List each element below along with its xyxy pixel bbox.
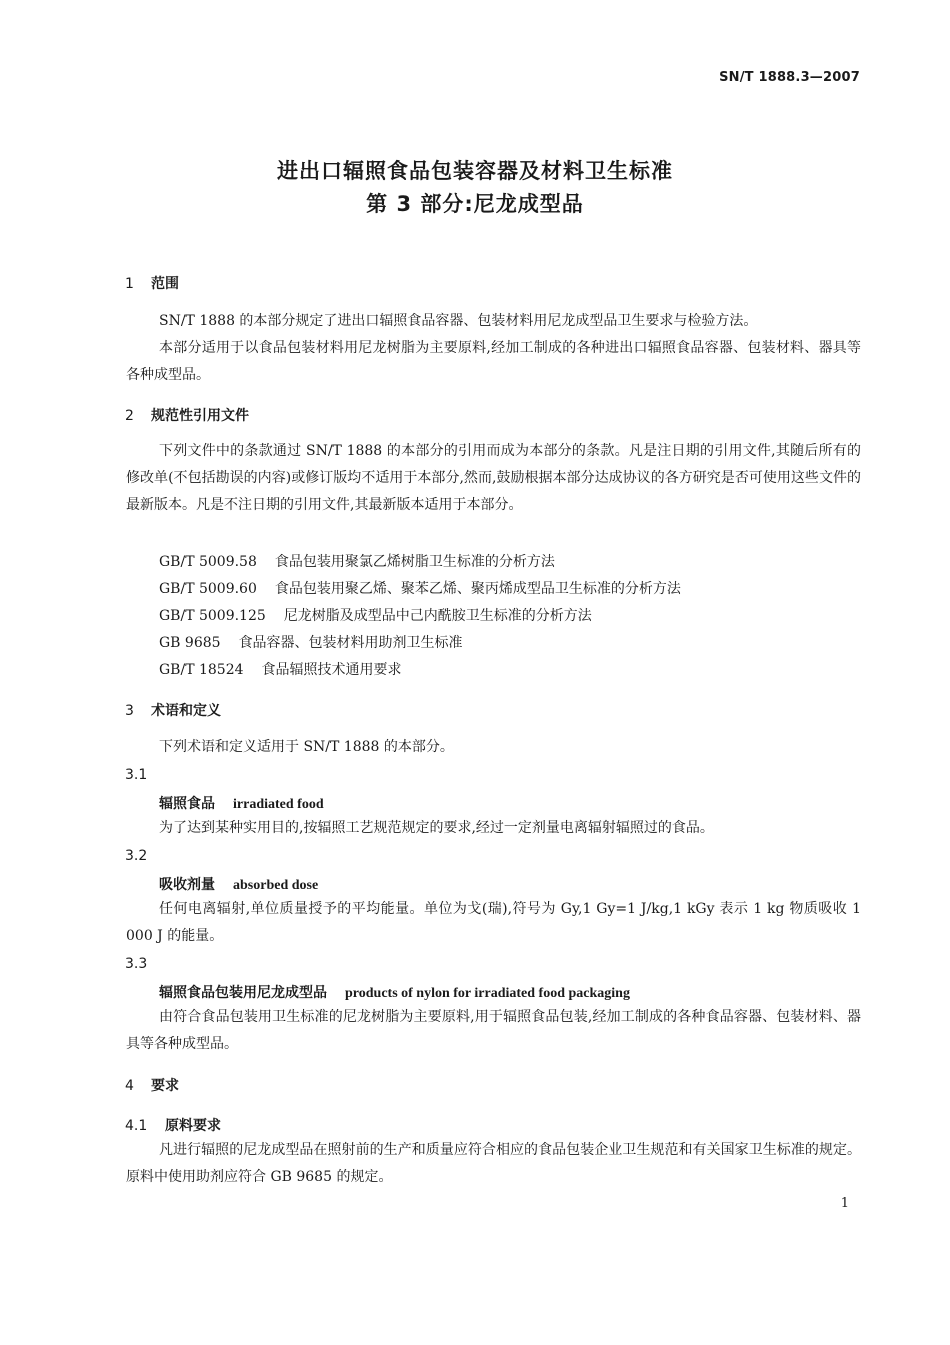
section-2-paragraph-1: 下列文件中的条款通过 SN/T 1888 的本部分的引用而成为本部分的条款。凡是注日期的引用文件,其随后所有的修改单(不包括勘误的内容)或修订版均不适用于本部分,然而,鼓励根据本部分达成协议的各方研究是否可使用这些文件的最新版本。凡是不注日期的引用文件,其最新版本适用于本部分。 xyxy=(126,443,861,513)
reference-title: 尼龙树脂及成型品中己内酰胺卫生标准的分析方法 xyxy=(283,608,592,624)
section-3-number: 3 xyxy=(125,703,134,719)
section-4-title: 要求 xyxy=(151,1078,179,1094)
section-3-heading xyxy=(125,700,221,720)
term-number: 3.2 xyxy=(125,848,148,864)
subsection-4-1-number: 4.1 xyxy=(125,1118,148,1134)
term-definition: 由符合食品包装用卫生标准的尼龙树脂为主要原料,用于辐照食品包装,经加工制成的各种食品容器、包装材料、器具等各种成型品。 xyxy=(126,1009,861,1052)
normative-reference xyxy=(159,606,592,626)
reference-code: GB/T 5009.60 xyxy=(159,581,257,597)
reference-title: 食品包装用聚乙烯、聚苯乙烯、聚丙烯成型品卫生标准的分析方法 xyxy=(274,581,681,597)
section-4-heading xyxy=(125,1075,179,1095)
term-definition: 为了达到某种实用目的,按辐照工艺规范规定的要求,经过一定剂量电离辐射辐照过的食品。 xyxy=(159,820,714,836)
reference-code: GB/T 5009.125 xyxy=(159,608,266,624)
reference-title: 食品包装用聚氯乙烯树脂卫生标准的分析方法 xyxy=(274,554,555,570)
section-3-title: 术语和定义 xyxy=(151,703,221,719)
section-1-title: 范围 xyxy=(151,276,179,292)
subsection-4-1-title: 原料要求 xyxy=(165,1118,221,1134)
section-3-paragraph-1: 下列术语和定义适用于 SN/T 1888 的本部分。 xyxy=(159,739,454,755)
term-heading xyxy=(159,874,318,894)
term-english: products of nylon for irradiated food packaging xyxy=(345,986,630,1001)
section-2-heading xyxy=(125,405,249,425)
subsection-4-1-heading xyxy=(125,1115,221,1135)
term-english: irradiated food xyxy=(233,797,324,812)
normative-reference xyxy=(159,660,402,680)
term-chinese: 吸收剂量 xyxy=(159,877,215,893)
reference-title: 食品辐照技术通用要求 xyxy=(261,662,402,678)
normative-reference xyxy=(159,579,681,599)
term-english: absorbed dose xyxy=(233,878,319,893)
subsection-4-1-paragraph-1: 凡进行辐照的尼龙成型品在照射前的生产和质量应符合相应的食品包装企业卫生规范和有关国家卫生标准的规定。原料中使用助剂应符合 GB 9685 的规定。 xyxy=(126,1142,861,1185)
reference-code: GB/T 18524 xyxy=(159,662,244,678)
term-number: 3.3 xyxy=(125,956,148,972)
term-definition: 任何电离辐射,单位质量授予的平均能量。单位为戈(瑞),符号为 Gy,1 Gy=1 J/kg,1 kGy 表示 1 kg 物质吸收 1 000 J 的能量。 xyxy=(126,901,861,944)
reference-code: GB/T 5009.58 xyxy=(159,554,257,570)
term-heading xyxy=(159,793,324,813)
term-number: 3.1 xyxy=(125,767,148,783)
reference-title: 食品容器、包装材料用助剂卫生标准 xyxy=(238,635,463,651)
document-title-line-2: 第 3 部分:尼龙成型品 xyxy=(366,192,584,216)
term-heading xyxy=(159,982,630,1002)
term-chinese: 辐照食品包装用尼龙成型品 xyxy=(159,985,327,1001)
reference-code: GB 9685 xyxy=(159,635,221,651)
section-2-title: 规范性引用文件 xyxy=(151,408,249,424)
document-title-line-1: 进出口辐照食品包装容器及材料卫生标准 xyxy=(277,159,673,183)
standard-code: SN/T 1888.3—2007 xyxy=(719,70,860,85)
section-1-paragraph-2: 本部分适用于以食品包装材料用尼龙树脂为主要原料,经加工制成的各种进出口辐照食品容器、包装材料、器具等各种成型品。 xyxy=(126,340,861,383)
section-1-number: 1 xyxy=(125,276,134,292)
page-number: 1 xyxy=(840,1196,849,1211)
normative-reference xyxy=(159,633,463,653)
section-1-heading xyxy=(125,273,179,293)
normative-reference xyxy=(159,552,555,572)
term-chinese: 辐照食品 xyxy=(159,796,215,812)
section-2-number: 2 xyxy=(125,408,134,424)
section-4-number: 4 xyxy=(125,1078,134,1094)
section-1-paragraph-1: SN/T 1888 的本部分规定了进出口辐照食品容器、包装材料用尼龙成型品卫生要求与检验方法。 xyxy=(159,313,758,329)
